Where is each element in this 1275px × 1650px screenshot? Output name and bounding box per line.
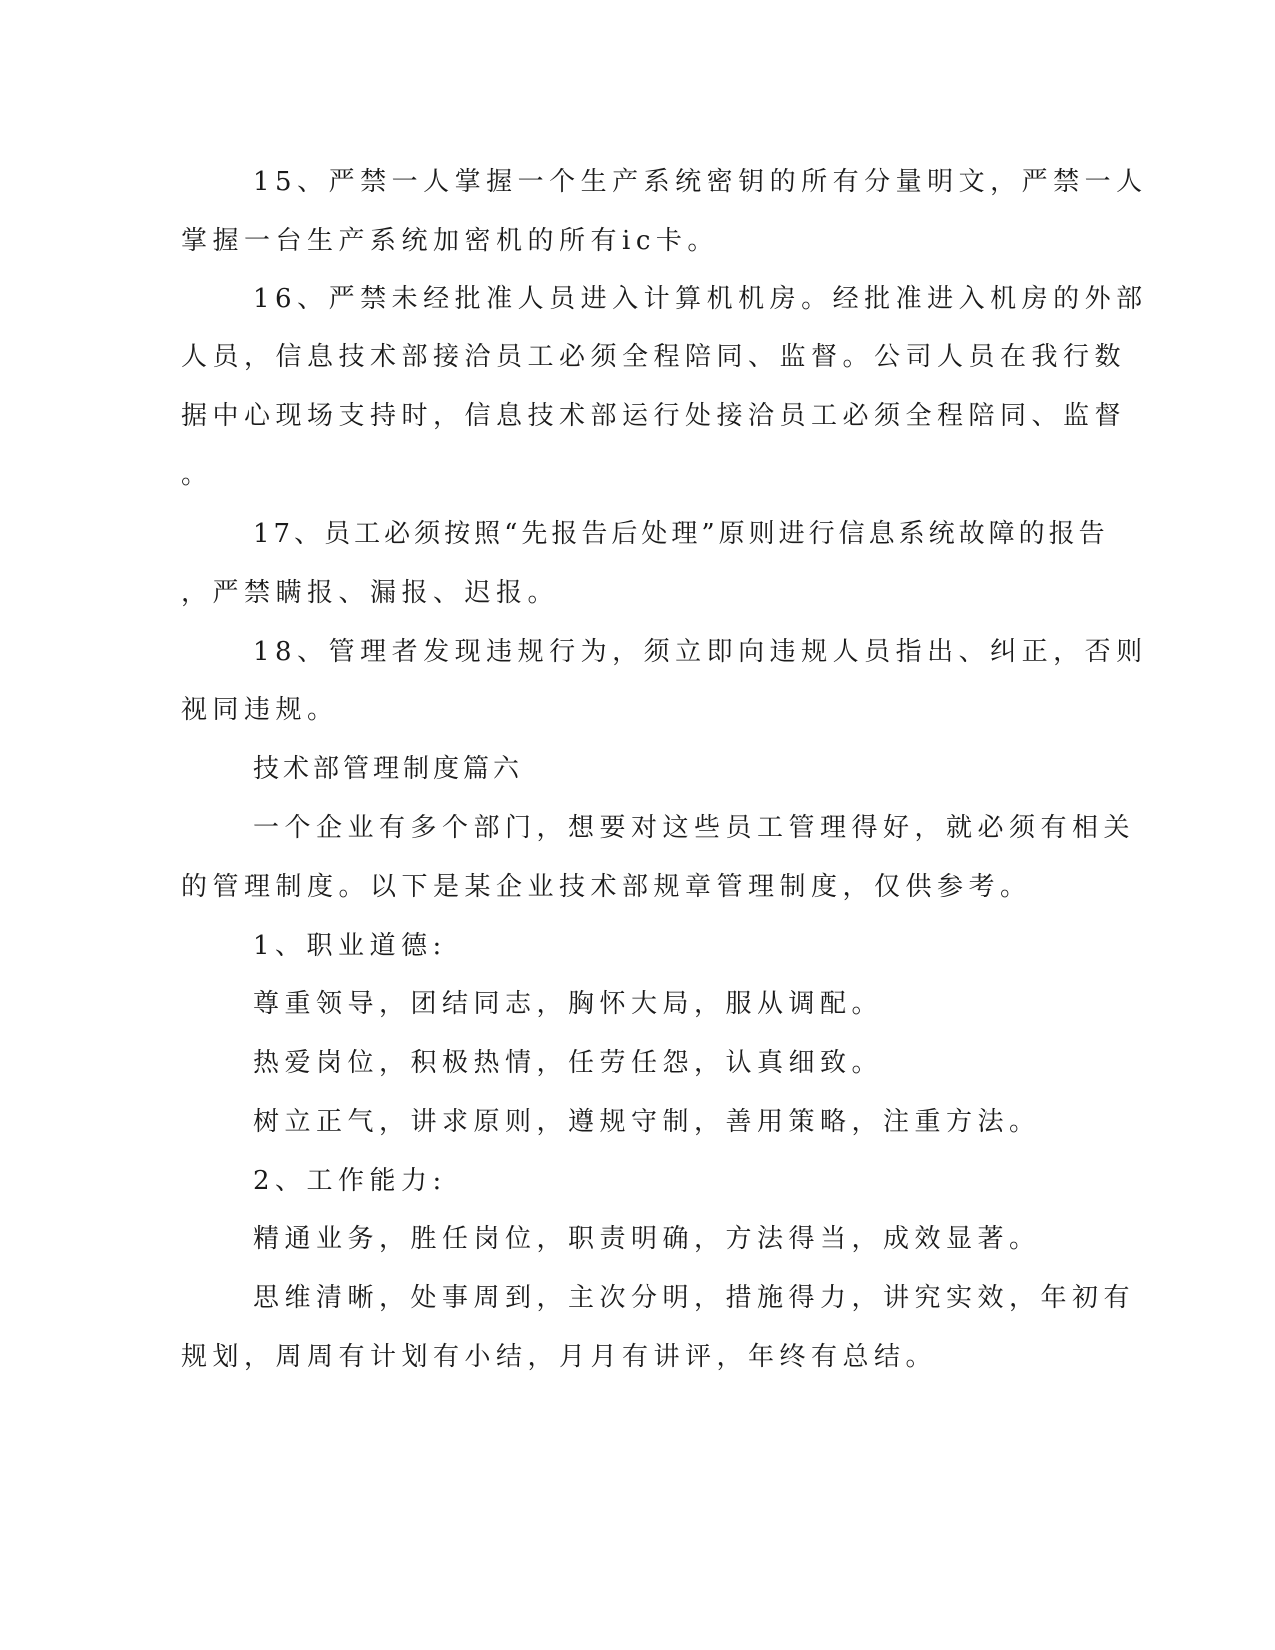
paragraph-16-line-2: 人员，信息技术部接洽员工必须全程陪同、监督。公司人员在我行数 [181, 342, 1127, 372]
item-2-point-b-line-1: 思维清晰，处事周到，主次分明，措施得力，讲究实效，年初有 [253, 1283, 1136, 1313]
section-heading: 技术部管理制度篇六 [253, 754, 524, 784]
item-1-title: 1、职业道德: [253, 931, 447, 961]
paragraph-18-line-1: 18、管理者发现违规行为，须立即向违规人员指出、纠正，否则 [253, 637, 1148, 667]
paragraph-16-line-3: 据中心现场支持时，信息技术部运行处接洽员工必须全程陪同、监督 [181, 401, 1127, 431]
intro-line-1: 一个企业有多个部门，想要对这些员工管理得好，就必须有相关 [253, 813, 1136, 843]
intro-line-2: 的管理制度。以下是某企业技术部规章管理制度，仅供参考。 [181, 872, 1032, 902]
item-1-point-b: 热爱岗位，积极热情，任劳任怨，认真细致。 [253, 1048, 884, 1078]
paragraph-17-line-1: 17、员工必须按照“先报告后处理”原则进行信息系统故障的报告 [253, 519, 1109, 549]
paragraph-15-line-2: 掌握一台生产系统加密机的所有ic卡。 [181, 226, 719, 256]
paragraph-18-line-2: 视同违规。 [181, 695, 339, 725]
item-2-point-a: 精通业务，胜任岗位，职责明确，方法得当，成效显著。 [253, 1224, 1041, 1254]
item-2-point-b-line-2: 规划，周周有计划有小结，月月有讲评，年终有总结。 [181, 1342, 938, 1372]
item-2-title: 2、工作能力: [253, 1166, 447, 1196]
item-1-point-a: 尊重领导，团结同志，胸怀大局，服从调配。 [253, 989, 884, 1019]
paragraph-16-line-1: 16、严禁未经批准人员进入计算机机房。经批准进入机房的外部 [253, 284, 1148, 314]
paragraph-16-line-4: 。 [181, 460, 210, 490]
item-1-point-c: 树立正气，讲求原则，遵规守制，善用策略，注重方法。 [253, 1107, 1041, 1137]
paragraph-15-line-1: 15、严禁一人掌握一个生产系统密钥的所有分量明文，严禁一人 [253, 167, 1148, 197]
paragraph-17-line-2: ，严禁瞒报、漏报、迟报。 [181, 578, 560, 608]
